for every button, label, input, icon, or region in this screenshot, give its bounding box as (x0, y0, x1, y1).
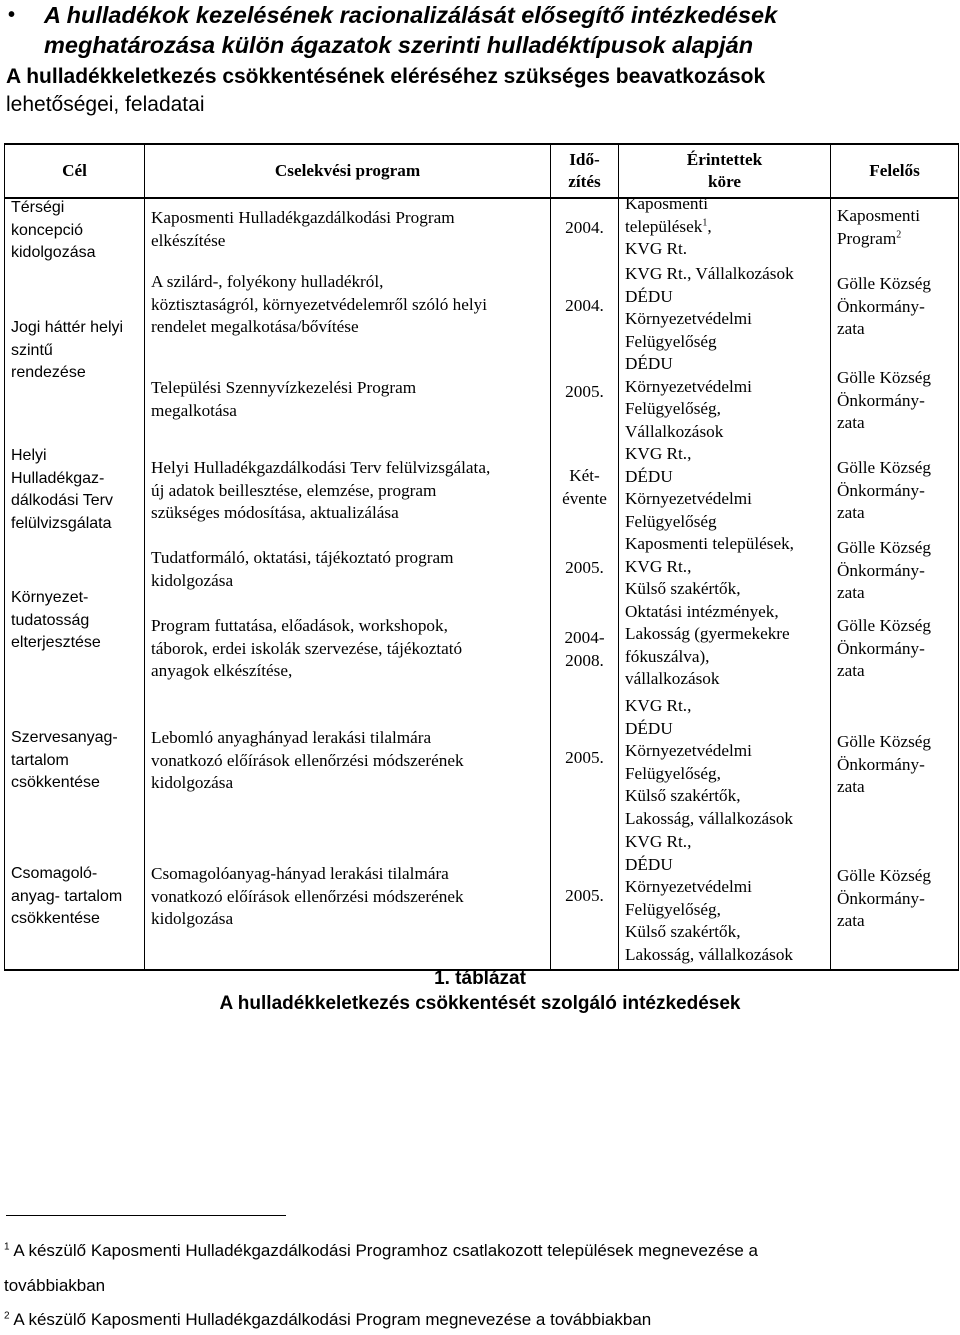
program-item-2-line: köztisztaságról, környezetvédelemről szóló helyi (151, 294, 487, 314)
erintett-item-6-line: DÉDU (625, 718, 673, 738)
idozites-item-8 (551, 885, 618, 908)
idozites-item-3 (551, 381, 618, 404)
program-item-5-line: kidolgozása (151, 570, 234, 590)
erintett-item-5-line: Külső szakértők, (625, 579, 741, 598)
footnote-1-text: A készülő Kaposmenti Hulladékgazdálkodási Programhoz csatlakozott települések megnevezése a (9, 1241, 758, 1260)
felelos-item-3-line: Gölle Község (837, 368, 932, 387)
felelos-item-7-line: Gölle Község (837, 732, 932, 751)
program-item-4 (151, 457, 546, 525)
subheading-line-1: A hulladékkeletkezés csökkentésének eléréséhez szükséges beavatkozások (6, 65, 766, 88)
erintett-item-5-line: Kaposmenti települések, (625, 534, 794, 553)
felelos-item-5 (837, 537, 954, 605)
cel-item-2-line: rendezése (11, 364, 86, 381)
footnote-1-mark: 1 (4, 1241, 10, 1253)
title-line-2: meghatározása külön ágazatok szerinti hulladéktípusok alapján (44, 32, 754, 58)
erintett-item-3-line: Vállalkozások (625, 421, 724, 441)
program-item-1-line: Kaposmenti Hulladékgazdálkodási Program (151, 208, 455, 227)
footnote-1-text-line2: továbbiakban (4, 1276, 106, 1295)
erintett-item-2-line: KVG Rt., Vállalkozások (625, 264, 794, 283)
program-item-8-line: Csomagolóanyag-hányad lerakási tilalmára (151, 864, 449, 883)
erintett-item-6-line: Külső szakértők, (625, 786, 741, 805)
erintett-item-7-line: Külső szakértők, (625, 922, 741, 941)
footnote-2 (4, 1309, 954, 1331)
erintett-item-2-line: DÉDU (625, 286, 673, 306)
erintett-item-1-line: Kaposmenti (625, 194, 709, 213)
section-title (6, 0, 956, 60)
program-item-2-line: A szilárd-, folyékony hulladékról, (151, 272, 384, 291)
idozites-item-8-line: 2005. (565, 886, 604, 905)
cel-item-3 (11, 445, 140, 535)
idozites-item-7-line: 2005. (565, 748, 604, 767)
cel-item-1-line: Térségi (11, 199, 65, 216)
erintett-item-4-line: Környezetvédelmi (625, 489, 752, 508)
felelos-item-8 (837, 865, 954, 933)
measures-table (4, 143, 959, 971)
felelos-item-4 (837, 457, 954, 525)
footnote-2-mark: 2 (4, 1310, 10, 1322)
felelos-item-8-line: zata (837, 911, 865, 930)
program-item-6-line: táborok, erdei iskolák szervezése, tájékoztató (151, 638, 463, 658)
header-idozites (551, 144, 619, 198)
erintett-item-5-line: Lakosság (gyermekekre (625, 624, 790, 643)
felelos-item-3-line: Önkormány- (837, 390, 925, 410)
erintett-item-6-line: KVG Rt., (625, 696, 692, 715)
cel-item-5-line: Szervesanyag- (11, 729, 118, 746)
idozites-item-2-line: 2004. (565, 296, 604, 315)
header-idozites-line1: Idő- (569, 149, 600, 169)
felelos-item-6-line: zata (837, 661, 865, 680)
cel-item-2 (11, 317, 140, 385)
erintett-item-3-line: Környezetvédelmi (625, 376, 752, 396)
cel-item-2-line: szintű (11, 341, 53, 359)
program-item-8-line: vonatkozó előírások ellenőrzési módszerének (151, 886, 464, 906)
erintett-item-2 (625, 263, 826, 353)
program-item-8-line: kidolgozása (151, 909, 234, 928)
idozites-item-1 (551, 217, 618, 240)
cel-item-5-line: csökkentése (11, 774, 100, 791)
subheading-line-2: lehetőségei, feladatai (6, 93, 205, 116)
erintett-item-1 (625, 193, 826, 261)
felelos-item-4-line: zata (837, 503, 865, 522)
page-heading (6, 0, 956, 119)
erintett-item-4-line: Felügyelőség (625, 511, 717, 531)
felelos-item-3 (837, 367, 954, 435)
idozites-item-1-line: 2004. (565, 218, 604, 237)
erintett-item-4-line: KVG Rt., (625, 444, 692, 463)
title-line-1: A hulladékok kezelésének racionalizálását elősegítő intézkedések (44, 2, 778, 28)
program-item-6-line: anyagok elkészítése, (151, 661, 293, 680)
table-caption-title: A hulladékkeletkezés csökkentését szolgáló intézkedések (219, 993, 741, 1014)
header-erintettek (619, 144, 831, 198)
cel-item-3-line: Helyi (11, 447, 47, 464)
header-idozites-line2: zítés (568, 172, 601, 191)
cel-item-3-line: Hulladékgaz- (11, 469, 105, 487)
felelos-item-2-line: Önkormány- (837, 296, 925, 316)
felelos-item-6 (837, 615, 954, 683)
footnote-2-text: A készülő Kaposmenti Hulladékgazdálkodási Program megnevezése a továbbiakban (9, 1310, 652, 1329)
erintett-item-7-line: Felügyelőség, (625, 899, 721, 919)
idozites-item-5-line: 2005. (565, 558, 604, 577)
cel-item-5 (11, 727, 140, 795)
header-erintett-line2: köre (707, 172, 742, 191)
cel-item-6 (11, 863, 140, 931)
felelos-item-5-line: zata (837, 583, 865, 602)
program-item-7 (151, 727, 546, 795)
felelos-item-5-line: Önkormány- (837, 560, 925, 580)
erintett-item-7-line: Lakosság, vállalkozások (625, 944, 794, 964)
cel-item-4-line: elterjesztése (11, 634, 101, 651)
felelos-item-7 (837, 731, 954, 799)
erintett-item-3-line: Felügyelőség, (625, 399, 721, 418)
erintett-item-7-line: Környezetvédelmi (625, 877, 752, 896)
program-column (145, 198, 551, 970)
idozites-item-4-line: Két- (569, 466, 600, 485)
program-item-3 (151, 377, 546, 422)
erintett-item-7 (625, 831, 826, 966)
erintett-item-6-line: Felügyelőség, (625, 763, 721, 783)
program-item-2-line: rendelet megalkotása/bővítése (151, 317, 359, 336)
cel-item-3-line: dálkodási Terv (11, 492, 113, 509)
idozites-item-6-line: 2004- (564, 628, 605, 647)
idozites-item-4 (551, 465, 618, 510)
felelos-item-5-line: Gölle Község (837, 538, 932, 557)
program-item-4-line: szükséges módosítása, aktualizálása (151, 503, 399, 522)
erintett-item-1-line: KVG Rt. (625, 239, 688, 258)
cel-item-4-line: Környezet- (11, 589, 89, 606)
cel-item-1-line: kidolgozása (11, 244, 96, 261)
footnote-ref-suffix: , (707, 216, 712, 236)
program-item-7-line: vonatkozó előírások ellenőrzési módszerének (151, 750, 464, 770)
program-item-6 (151, 615, 546, 683)
cel-item-3-line: felülvizsgálata (11, 514, 112, 532)
felelos-item-4-line: Önkormány- (837, 480, 925, 500)
cel-item-1 (11, 197, 140, 265)
idozites-item-5 (551, 557, 618, 580)
felelos-item-8-line: Önkormány- (837, 888, 925, 908)
felelos-item-8-line: Gölle Község (837, 866, 932, 885)
cel-item-2-line: Jogi háttér helyi (11, 319, 124, 336)
cel-item-4-line: tudatosság (11, 611, 90, 629)
table-header-row (5, 144, 959, 198)
idozites-item-7 (551, 747, 618, 770)
erintett-item-6-line: Környezetvédelmi (625, 741, 752, 760)
felelos-item-2 (837, 273, 954, 341)
erintett-item-5-line: vállalkozások (625, 669, 720, 688)
felelos-item-6-line: Önkormány- (837, 638, 925, 658)
erintett-item-5-line: KVG Rt., (625, 556, 692, 576)
erintett-item-4 (625, 443, 826, 533)
cel-column (5, 198, 145, 970)
erintett-item-7-line: DÉDU (625, 854, 673, 874)
felelos-item-7-line: Önkormány- (837, 754, 925, 774)
erintett-item-6-line: Lakosság, vállalkozások (625, 808, 794, 828)
idozites-item-4-line: évente (562, 488, 607, 508)
header-cel: Cél (5, 144, 145, 198)
table-caption-number: 1. táblázat (434, 968, 526, 989)
program-item-4-line: új adatok beillesztése, elemzése, program (151, 480, 437, 500)
felelos-item-1-line: Kaposmenti (837, 206, 921, 225)
felelos-item-7-line: zata (837, 777, 865, 796)
felelos-item-4-line: Gölle Község (837, 458, 932, 477)
cel-item-6-line: csökkentése (11, 910, 100, 927)
erintett-item-5-line: fókuszálva), (625, 646, 710, 666)
program-item-1 (151, 207, 546, 252)
footnote-ref: 1 (702, 216, 708, 228)
program-item-7-line: kidolgozása (151, 773, 234, 792)
header-felelos: Felelős (831, 144, 959, 198)
felelos-item-1-line: Program$^2$ (837, 228, 902, 248)
erintett-item-7-line: KVG Rt., (625, 832, 692, 851)
felelos-item-1 (837, 205, 954, 250)
program-item-4-line: Helyi Hulladékgazdálkodási Terv felülvizsgálata, (151, 458, 491, 477)
header-program: Cselekvési program (145, 144, 551, 198)
program-item-5 (151, 547, 546, 592)
felelos-item-6-line: Gölle Község (837, 616, 932, 635)
cel-item-4 (11, 587, 140, 655)
program-item-7-line: Lebomló anyaghányad lerakási tilalmára (151, 728, 432, 747)
idozites-item-3-line: 2005. (565, 382, 604, 401)
felelos-column (831, 198, 959, 970)
cel-item-6-line: anyag- tartalom (11, 887, 123, 905)
felelos-item-3-line: zata (837, 413, 865, 432)
idozites-column (551, 198, 619, 970)
erintett-item-5 (625, 533, 826, 691)
erintett-item-4-line: DÉDU (625, 466, 673, 486)
erintettek-column (619, 194, 831, 970)
program-item-2 (151, 271, 546, 339)
cel-item-6-line: Csomagoló- (11, 865, 98, 882)
footnote-ref: 2 (896, 228, 902, 240)
program-item-5-line: Tudatformáló, oktatási, tájékoztató program (151, 548, 454, 567)
program-item-6-line: Program futtatása, előadások, workshopok, (151, 616, 448, 635)
subheading (6, 63, 956, 119)
program-item-1-line: elkészítése (151, 230, 226, 250)
cel-item-5-line: tartalom (11, 751, 69, 769)
erintett-item-2-line: Felügyelőség (625, 331, 717, 351)
program-item-8 (151, 863, 546, 931)
table-body-row (5, 198, 959, 970)
erintett-item-3-line: DÉDU (625, 354, 673, 373)
header-erintett-line1: Érintettek (686, 149, 763, 169)
idozites-item-6 (551, 627, 618, 672)
erintett-item-5-line: Oktatási intézmények, (625, 601, 779, 621)
cel-item-1-line: koncepció (11, 221, 84, 239)
footnote-separator (6, 1215, 286, 1216)
footnote-1 (4, 1240, 954, 1297)
bullet-icon: • (8, 4, 16, 26)
erintett-item-2-line: Környezetvédelmi (625, 309, 752, 328)
program-item-3-line: Települési Szennyvízkezelési Program (151, 378, 417, 397)
felelos-item-2-line: Gölle Község (837, 274, 932, 293)
erintett-item-1-line: települések$^1$, (625, 216, 712, 236)
erintett-item-3 (625, 353, 826, 443)
erintett-item-6 (625, 695, 826, 830)
program-item-3-line: megalkotása (151, 400, 237, 420)
idozites-item-6-line: 2008. (565, 650, 604, 670)
idozites-item-2 (551, 295, 618, 318)
felelos-item-2-line: zata (837, 319, 865, 338)
